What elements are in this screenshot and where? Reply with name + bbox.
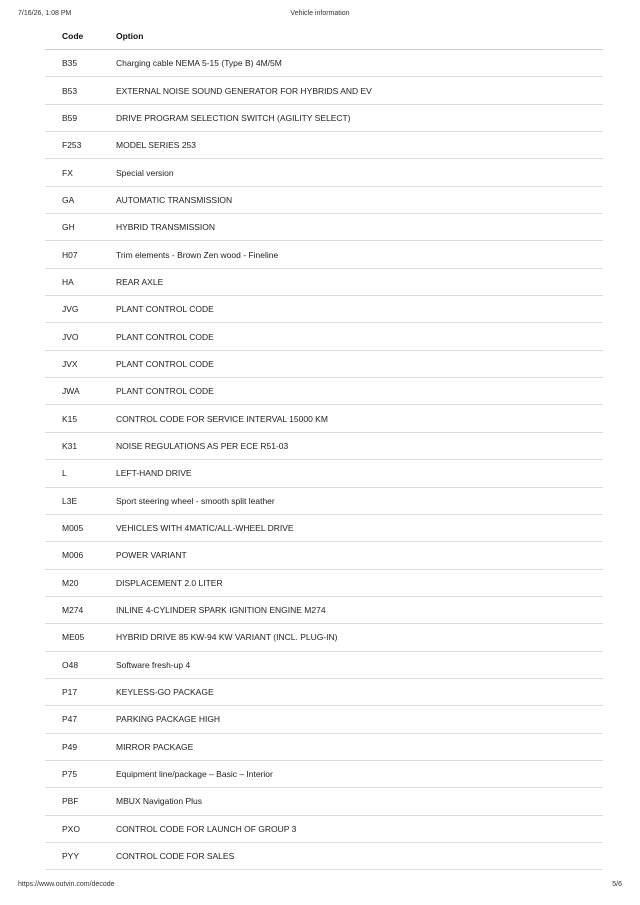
option-description-cell: MBUX Navigation Plus [116,788,603,815]
page-title: Vehicle information [290,10,350,17]
option-description-cell: INLINE 4-CYLINDER SPARK IGNITION ENGINE M274 [116,596,603,623]
option-description-cell: PLANT CONTROL CODE [116,350,603,377]
option-description-cell: POWER VARIANT [116,542,603,569]
print-datetime: 7/16/26, 1:08 PM [18,10,72,17]
option-code-cell: K15 [45,405,116,432]
table-row [45,788,603,815]
option-description-cell: EXTERNAL NOISE SOUND GENERATOR FOR HYBRIDS AND EV [116,77,603,104]
option-code-cell: JVG [45,296,116,323]
option-code-cell: L3E [45,487,116,514]
option-code-cell: L [45,460,116,487]
table-header-row [45,22,603,50]
option-description-cell: HYBRID DRIVE 85 KW-94 KW VARIANT (INCL. PLUG-IN) [116,624,603,651]
option-description-cell: CONTROL CODE FOR SALES [116,842,603,869]
option-code-cell: O48 [45,651,116,678]
table-row [45,323,603,350]
option-description-cell: Equipment line/package – Basic – Interior [116,760,603,787]
table-row [45,487,603,514]
print-footer [18,881,622,893]
table-row [45,296,603,323]
option-description-cell: CONTROL CODE FOR LAUNCH OF GROUP 3 [116,815,603,842]
table-row [45,842,603,869]
option-description-cell: PLANT CONTROL CODE [116,323,603,350]
table-row [45,159,603,186]
option-description-cell: KEYLESS-GO PACKAGE [116,678,603,705]
option-code-cell: P17 [45,678,116,705]
vehicle-options-table-container [45,22,603,870]
option-code-cell: PBF [45,788,116,815]
option-description-cell: Special version [116,159,603,186]
table-row [45,405,603,432]
table-row [45,596,603,623]
option-description-cell: Software fresh-up 4 [116,651,603,678]
option-code-cell: PYY [45,842,116,869]
option-description-cell: NOISE REGULATIONS AS PER ECE R51-03 [116,432,603,459]
option-code-cell: ME05 [45,624,116,651]
page-url: https://www.outvin.com/decode [18,881,115,888]
option-description-cell: AUTOMATIC TRANSMISSION [116,186,603,213]
option-code-cell: M006 [45,542,116,569]
option-description-cell: Trim elements - Brown Zen wood - Fineline [116,241,603,268]
table-row [45,241,603,268]
table-row [45,514,603,541]
table-row [45,77,603,104]
option-code-cell: JVO [45,323,116,350]
page-number: 5/6 [612,881,622,888]
table-row [45,50,603,77]
option-code-cell: F253 [45,132,116,159]
option-description-cell: PARKING PACKAGE HIGH [116,706,603,733]
table-header [45,22,603,50]
table-row [45,542,603,569]
table-row [45,569,603,596]
table-row [45,651,603,678]
option-description-cell: VEHICLES WITH 4MATIC/ALL-WHEEL DRIVE [116,514,603,541]
option-code-cell: JVX [45,350,116,377]
option-code-cell: FX [45,159,116,186]
table-row [45,268,603,295]
table-row [45,706,603,733]
table-row [45,460,603,487]
option-description-cell: DISPLACEMENT 2.0 LITER [116,569,603,596]
option-code-cell: GA [45,186,116,213]
option-code-cell: P47 [45,706,116,733]
option-code-cell: JWA [45,378,116,405]
option-code-cell: P75 [45,760,116,787]
option-code-cell: K31 [45,432,116,459]
option-code-cell: B35 [45,50,116,77]
table-body [45,50,603,870]
option-description-cell: MIRROR PACKAGE [116,733,603,760]
column-header-code: Code [45,22,116,50]
option-description-cell: MODEL SERIES 253 [116,132,603,159]
option-code-cell: M20 [45,569,116,596]
option-description-cell: CONTROL CODE FOR SERVICE INTERVAL 15000 KM [116,405,603,432]
vehicle-options-table [45,22,603,870]
option-code-cell: B59 [45,104,116,131]
option-code-cell: GH [45,214,116,241]
table-row [45,733,603,760]
table-row [45,104,603,131]
option-code-cell: B53 [45,77,116,104]
table-row [45,815,603,842]
option-description-cell: PLANT CONTROL CODE [116,378,603,405]
option-description-cell: Sport steering wheel - smooth split leather [116,487,603,514]
option-description-cell: HYBRID TRANSMISSION [116,214,603,241]
option-code-cell: HA [45,268,116,295]
option-code-cell: H07 [45,241,116,268]
option-code-cell: P49 [45,733,116,760]
table-row [45,760,603,787]
table-row [45,186,603,213]
option-description-cell: Charging cable NEMA 5-15 (Type B) 4M/5M [116,50,603,77]
table-row [45,378,603,405]
table-row [45,214,603,241]
option-code-cell: M005 [45,514,116,541]
column-header-option: Option [116,22,603,50]
table-row [45,132,603,159]
table-row [45,678,603,705]
option-code-cell: M274 [45,596,116,623]
option-description-cell: DRIVE PROGRAM SELECTION SWITCH (AGILITY SELECT) [116,104,603,131]
option-code-cell: PXO [45,815,116,842]
table-row [45,432,603,459]
option-description-cell: PLANT CONTROL CODE [116,296,603,323]
table-row [45,624,603,651]
option-description-cell: REAR AXLE [116,268,603,295]
option-description-cell: LEFT-HAND DRIVE [116,460,603,487]
table-row [45,350,603,377]
print-header [18,10,622,22]
